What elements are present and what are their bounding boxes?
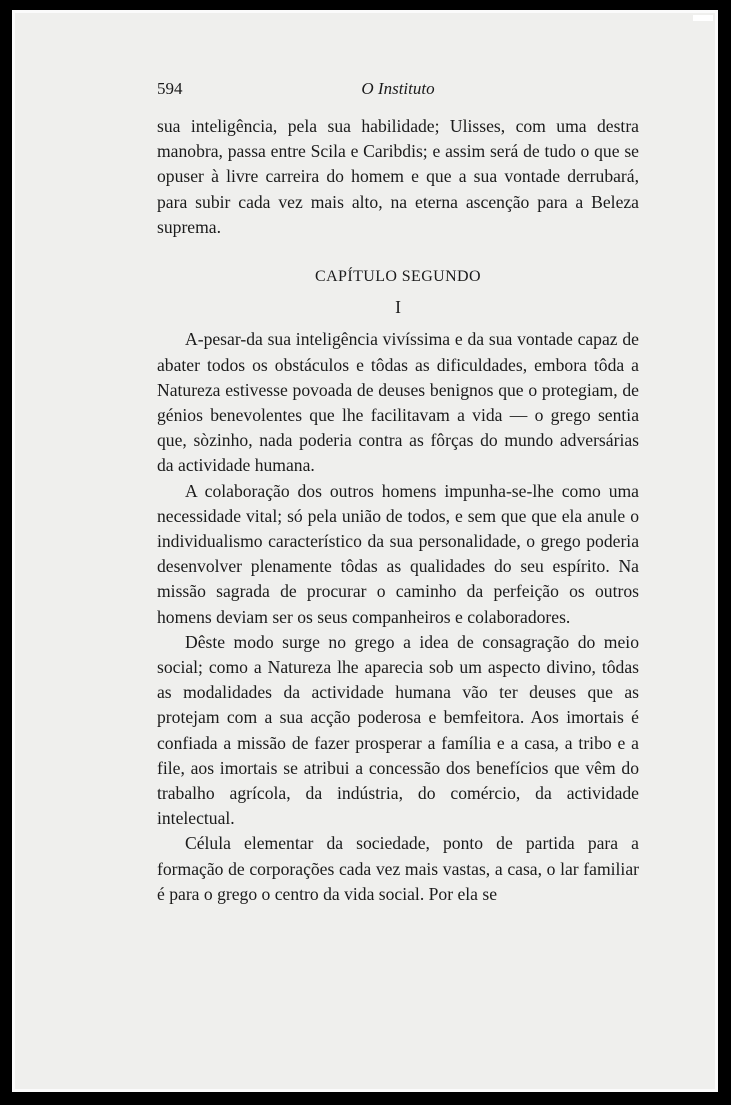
paragraph: Célula elementar da sociedade, ponto de partida para a formação de corporações cada vez mais vastas, a casa, o lar familiar é para o grego o centro da vida social. Por ela se <box>157 833 639 904</box>
section-number: I <box>395 297 401 318</box>
page-number: 594 <box>157 79 183 98</box>
paragraph: A-pesar-da sua inteligência vivíssima e da sua vontade capaz de abater todos os obstáculos e tôdas as dificuldades, embora tôda a Natureza estivesse povoada de deuses benignos que o protegiam, de génios benevolentes que lhe facilitavam a vida — o grego sentia que, sòzinho, nada poderia contra as fôrças do mundo adversárias da actividade humana. <box>157 329 639 476</box>
paragraph: Dêste modo surge no grego a idea de consagração do meio social; como a Natureza lhe aparecia sob um aspecto divino, tôdas as modalidades da actividade humana vão ter deuses que as protejam com a sua acção poderosa e bemfeitora. Aos imortais é confiada a missão de fazer prosperar a família e a casa, a tribo e a file, aos imortais se atribui a concessão dos benefícios que vêm do trabalho agrícola, da indústria, do comércio, da actividade intelectual. <box>157 631 639 829</box>
running-title: O Instituto <box>361 79 435 98</box>
book-page <box>12 10 718 1092</box>
scan-corner-mark <box>693 15 713 21</box>
page-body <box>157 114 639 907</box>
intro-paragraph: sua inteligência, pela sua habilidade; Ulisses, com uma destra manobra, passa entre Scila e Caribdis; e assim será de tudo o que se opuser à livre carreira do homem e que a sua vontade derrubará, para subir cada vez mais alto, na eterna ascenção para a Beleza suprema. <box>157 116 639 237</box>
chapter-title: CAPÍTULO SEGUNDO <box>315 268 481 286</box>
paragraph: A colaboração dos outros homens impunha-se-lhe como uma necessidade vital; só pela união de todos, e sem que que ela anule o individualismo característico da sua personalidade, o grego poderia desenvolver plenamente tôdas as qualidades do seu espírito. Na missão sagrada de procurar o caminho da perfeição os outros homens deviam ser os seus companheiros e colaboradores. <box>157 480 639 627</box>
